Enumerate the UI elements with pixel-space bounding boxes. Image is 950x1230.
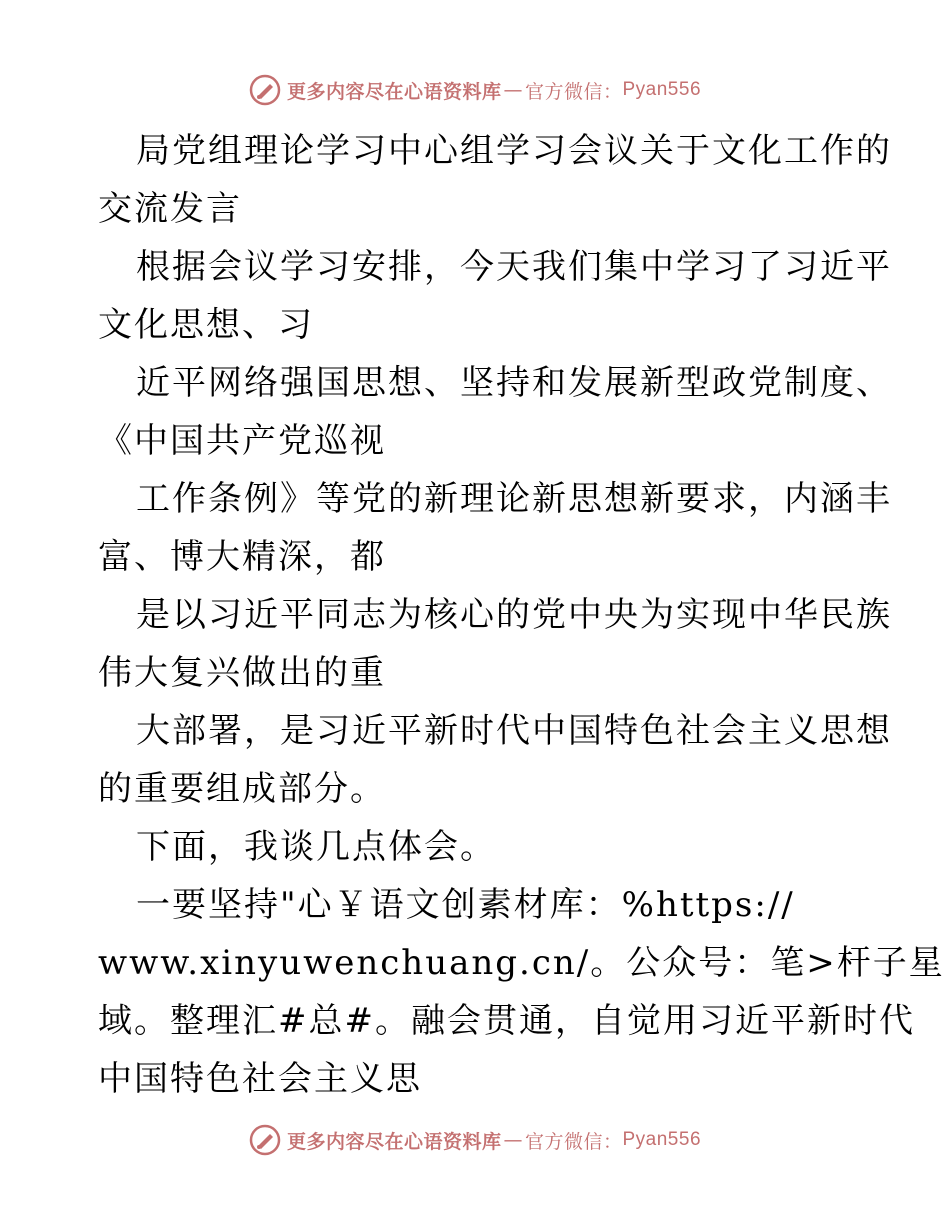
watermark-handle: Pyan556 xyxy=(622,1129,702,1150)
watermark-sub-text: 官方微信： xyxy=(524,1130,623,1153)
paragraph-line: 根据会议学习安排，今天我们集中学习了习近平 xyxy=(136,247,892,287)
paragraph-line: 近平网络强国思想、坚持和发展新型政党制度、 xyxy=(136,363,892,403)
footer-watermark xyxy=(0,1120,950,1160)
watermark-separator: — xyxy=(503,1129,523,1151)
paragraph-line: 下面，我谈几点体会。 xyxy=(136,827,496,867)
paragraph-line: 大部署，是习近平新时代中国特色社会主义思想 xyxy=(136,711,892,751)
paragraph-line: 文化思想、习 xyxy=(98,305,314,345)
paragraph-line: 工作条例》等党的新理论新思想新要求，内涵丰 xyxy=(136,479,892,519)
paragraph-line: 域。整理汇#总#。融会贯通，自觉用习近平新时代 xyxy=(98,1001,915,1041)
brush-logo-icon xyxy=(249,1124,281,1156)
header-watermark xyxy=(0,70,950,110)
brush-logo-icon xyxy=(249,74,281,106)
watermark-main-text: 更多内容尽在心语资料库 xyxy=(286,1130,502,1153)
paragraph-line: 伟大复兴做出的重 xyxy=(98,653,386,693)
watermark-handle: Pyan556 xyxy=(622,79,702,100)
title-line-1: 局党组理论学习中心组学习会议关于文化工作的 xyxy=(136,131,892,171)
paragraph-line: 是以习近平同志为核心的党中央为实现中华民族 xyxy=(136,595,892,635)
paragraph-line: 的重要组成部分。 xyxy=(98,769,386,809)
paragraph-line: 《中国共产党巡视 xyxy=(98,421,386,461)
document-body xyxy=(98,122,945,1108)
paragraph-line: 一要坚持"心￥语文创素材库：%https:// xyxy=(136,885,795,925)
paragraph-line: www.xinyuwenchuang.cn/。公众号：笔>杆子星 xyxy=(98,943,945,983)
watermark-sub-text: 官方微信： xyxy=(524,80,623,103)
watermark-main-text: 更多内容尽在心语资料库 xyxy=(286,80,502,103)
title-line-2: 交流发言 xyxy=(98,189,242,229)
watermark-separator: — xyxy=(503,79,523,101)
paragraph-line: 富、博大精深，都 xyxy=(98,537,386,577)
paragraph-line: 中国特色社会主义思 xyxy=(98,1059,422,1099)
